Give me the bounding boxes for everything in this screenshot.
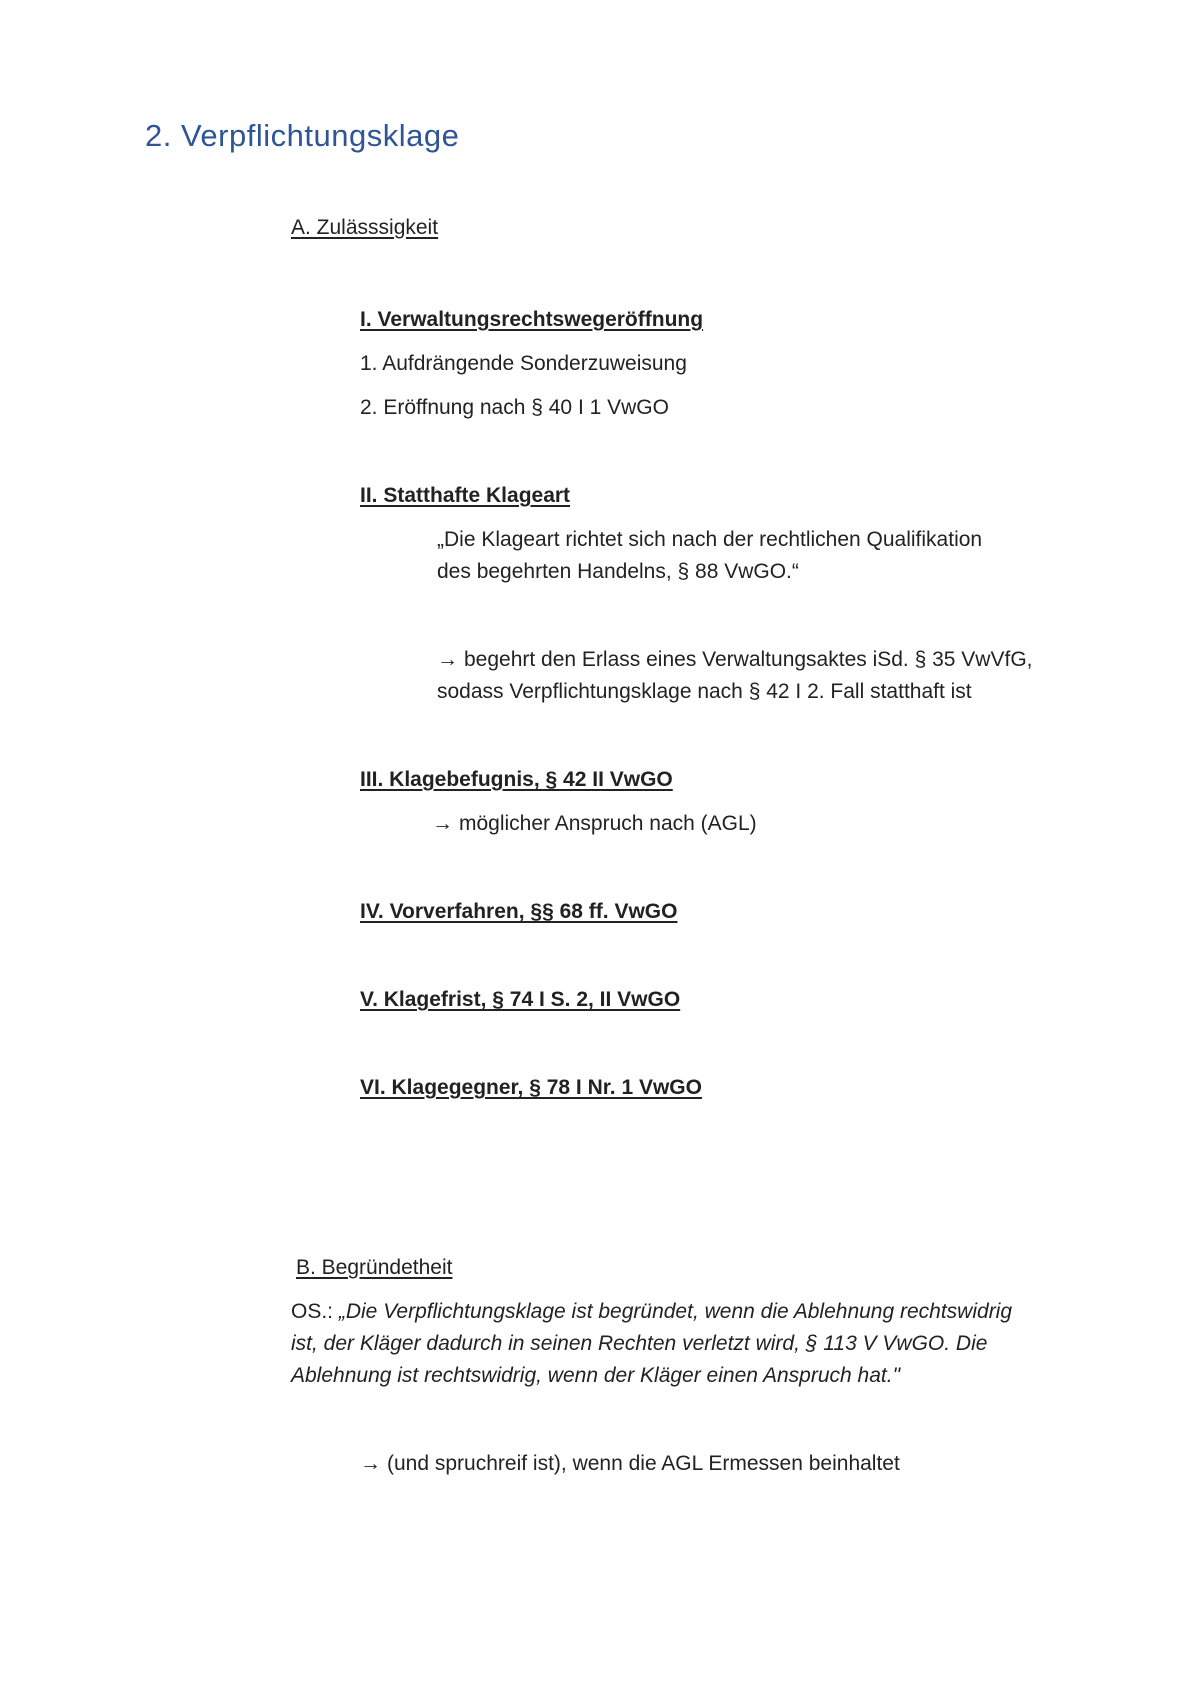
spruchreif-note [360,1448,900,1480]
os-line-3: Ablehnung ist rechtswidrig, wenn der Kläger einen Anspruch hat." [291,1364,901,1387]
klagebefugnis-result [432,808,757,840]
section-a-item-3-title: III. Klagebefugnis, § 42 II VwGO [360,768,673,791]
klageart-result-text-1: begehrt den Erlass eines Verwaltungsaktes iSd. § 35 VwVfG, [464,648,1033,671]
os-text-1: „Die Verpflichtungsklage ist begründet, wenn die Ablehnung rechtswidrig [338,1300,1013,1323]
section-a-item-1-title: I. Verwaltungsrechtswegeröffnung [360,308,704,331]
section-a-item-2-title: II. Statthafte Klageart [360,484,571,507]
os-line-1 [291,1296,1012,1328]
klageart-result-line-2: sodass Verpflichtungsklage nach § 42 I 2. Fall statthaft ist [437,680,972,703]
section-b-title: B. Begründetheit [296,1256,453,1279]
arrow-right-icon: → [437,648,458,671]
section-a-item-1-line-2: 2. Eröffnung nach § 40 I 1 VwGO [360,396,669,419]
section-a-item-6-title: VI. Klagegegner, § 78 I Nr. 1 VwGO [360,1076,702,1099]
klageart-quote-line-1: „Die Klageart richtet sich nach der rechtlichen Qualifikation [437,528,983,551]
section-a-item-5-title: V. Klagefrist, § 74 I S. 2, II VwGO [360,988,681,1011]
klageart-result-line-1 [437,644,1033,676]
arrow-right-icon: → [432,812,453,835]
os-line-2: ist, der Kläger dadurch in seinen Rechten verletzt wird, § 113 V VwGO. Die [291,1332,988,1355]
section-a-item-4-title: IV. Vorverfahren, §§ 68 ff. VwGO [360,900,678,923]
klagebefugnis-result-text: möglicher Anspruch nach (AGL) [459,812,757,835]
arrow-right-icon: → [360,1452,381,1475]
section-a-title: A. Zulässsigkeit [291,216,439,239]
page-title: 2. Verpflichtungsklage [145,118,460,153]
klageart-quote-line-2: des begehrten Handelns, § 88 VwGO.“ [437,560,799,583]
section-a-item-1-line-1: 1. Aufdrängende Sonderzuweisung [360,352,687,375]
spruchreif-note-text: (und spruchreif ist), wenn die AGL Ermessen beinhaltet [387,1452,900,1475]
os-label: OS.: [291,1300,334,1323]
